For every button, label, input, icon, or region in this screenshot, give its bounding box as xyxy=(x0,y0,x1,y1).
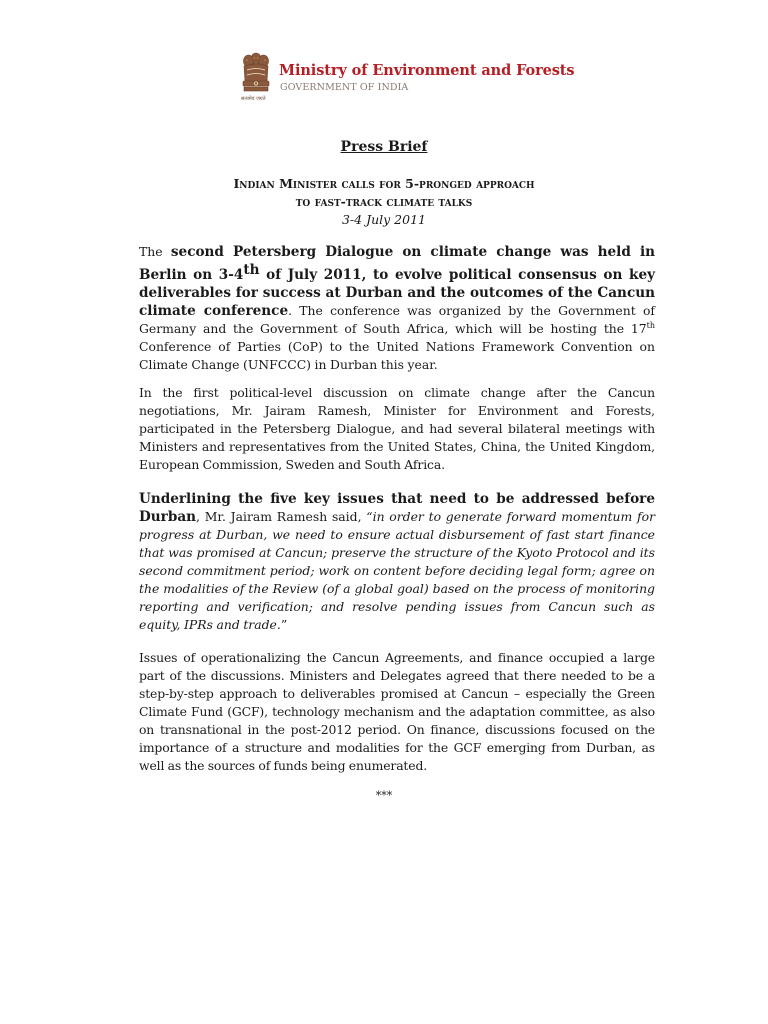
headline-line-2: to fast-track climate talks xyxy=(295,194,473,209)
paragraph-4: Issues of operationalizing the Cancun Agreements, and finance occupied a large part of the discussions. Ministers and Delegates agreed that there needed to be a step-by-step approach to deliverables promised at Cancun – especially the Green Climate Fund (GCF), technology mechanism and the adaptation committee, as also on transnational in the post-2012 period. On finance, discussions focused on the importance of a structure and modalities for the GCF emerging from Durban, as well as the sources of funds being enumerated. xyxy=(139,650,655,773)
p3-quote-close: ” xyxy=(280,617,288,632)
government-name: GOVERNMENT OF INDIA xyxy=(280,82,409,93)
paragraph-2: In the first political-level discussion on climate change after the Cancun negotiations, Mr. Jairam Ramesh, Minister for Environment and Forests, participated in the Petersberg Dialogue, and had several bilateral meetings with Ministers and representatives from the United States, China, the United Kingdom, European Commission, Sweden and South Africa. xyxy=(139,385,655,472)
paragraph-3 xyxy=(139,490,655,634)
p1-text: The xyxy=(139,244,171,259)
p3-quote: “in order to generate forward momentum for progress at Durban, we need to ensure actual disbursement of fast start finance that was promised at Cancun; preserve the structure of the Kyoto Protocol and its second commitment period; work on content before deciding legal form; agree on the modalities of the Review (of a global goal) based on the process of monitoring reporting and verification; and resolve pending issues from Cancun such as equity, IPRs and trade. xyxy=(139,509,655,632)
p3-text: , Mr. Jairam Ramesh said, xyxy=(196,509,367,524)
document-title: Press Brief xyxy=(340,139,428,155)
end-mark: *** xyxy=(375,789,393,802)
ministry-name: Ministry of Environment and Forests xyxy=(279,62,575,79)
date-line: 3-4 July 2011 xyxy=(341,212,426,227)
p1-bold-text-cont: of July 2011, to evolve political consensus on key deliverables for success at Durban and the outcomes of the Cancun climate conference xyxy=(139,267,655,319)
p1-body-text-cont: Conference of Parties (CoP) to the United Nations Framework Convention on Climate Change (UNFCCC) in Durban this year. xyxy=(139,339,655,372)
p1-superscript-2: th xyxy=(646,321,655,330)
p1-body-text: . The conference was organized by the Government of Germany and the Government of South Africa, which will be hosting the 17 xyxy=(139,303,656,336)
p3-bold-text: Underlining the five key issues that need to be addressed before Durban xyxy=(139,491,655,525)
p1-superscript: th xyxy=(243,262,260,278)
letterhead xyxy=(238,50,575,106)
headline-line-1: Indian Minister calls for 5-pronged approach xyxy=(233,176,535,191)
p1-bold-text: second Petersberg Dialogue on climate change was held in Berlin on 3-4 xyxy=(139,244,655,283)
paragraph-1 xyxy=(139,243,655,374)
emblem-motto: सत्यमेव जयते xyxy=(241,96,266,102)
